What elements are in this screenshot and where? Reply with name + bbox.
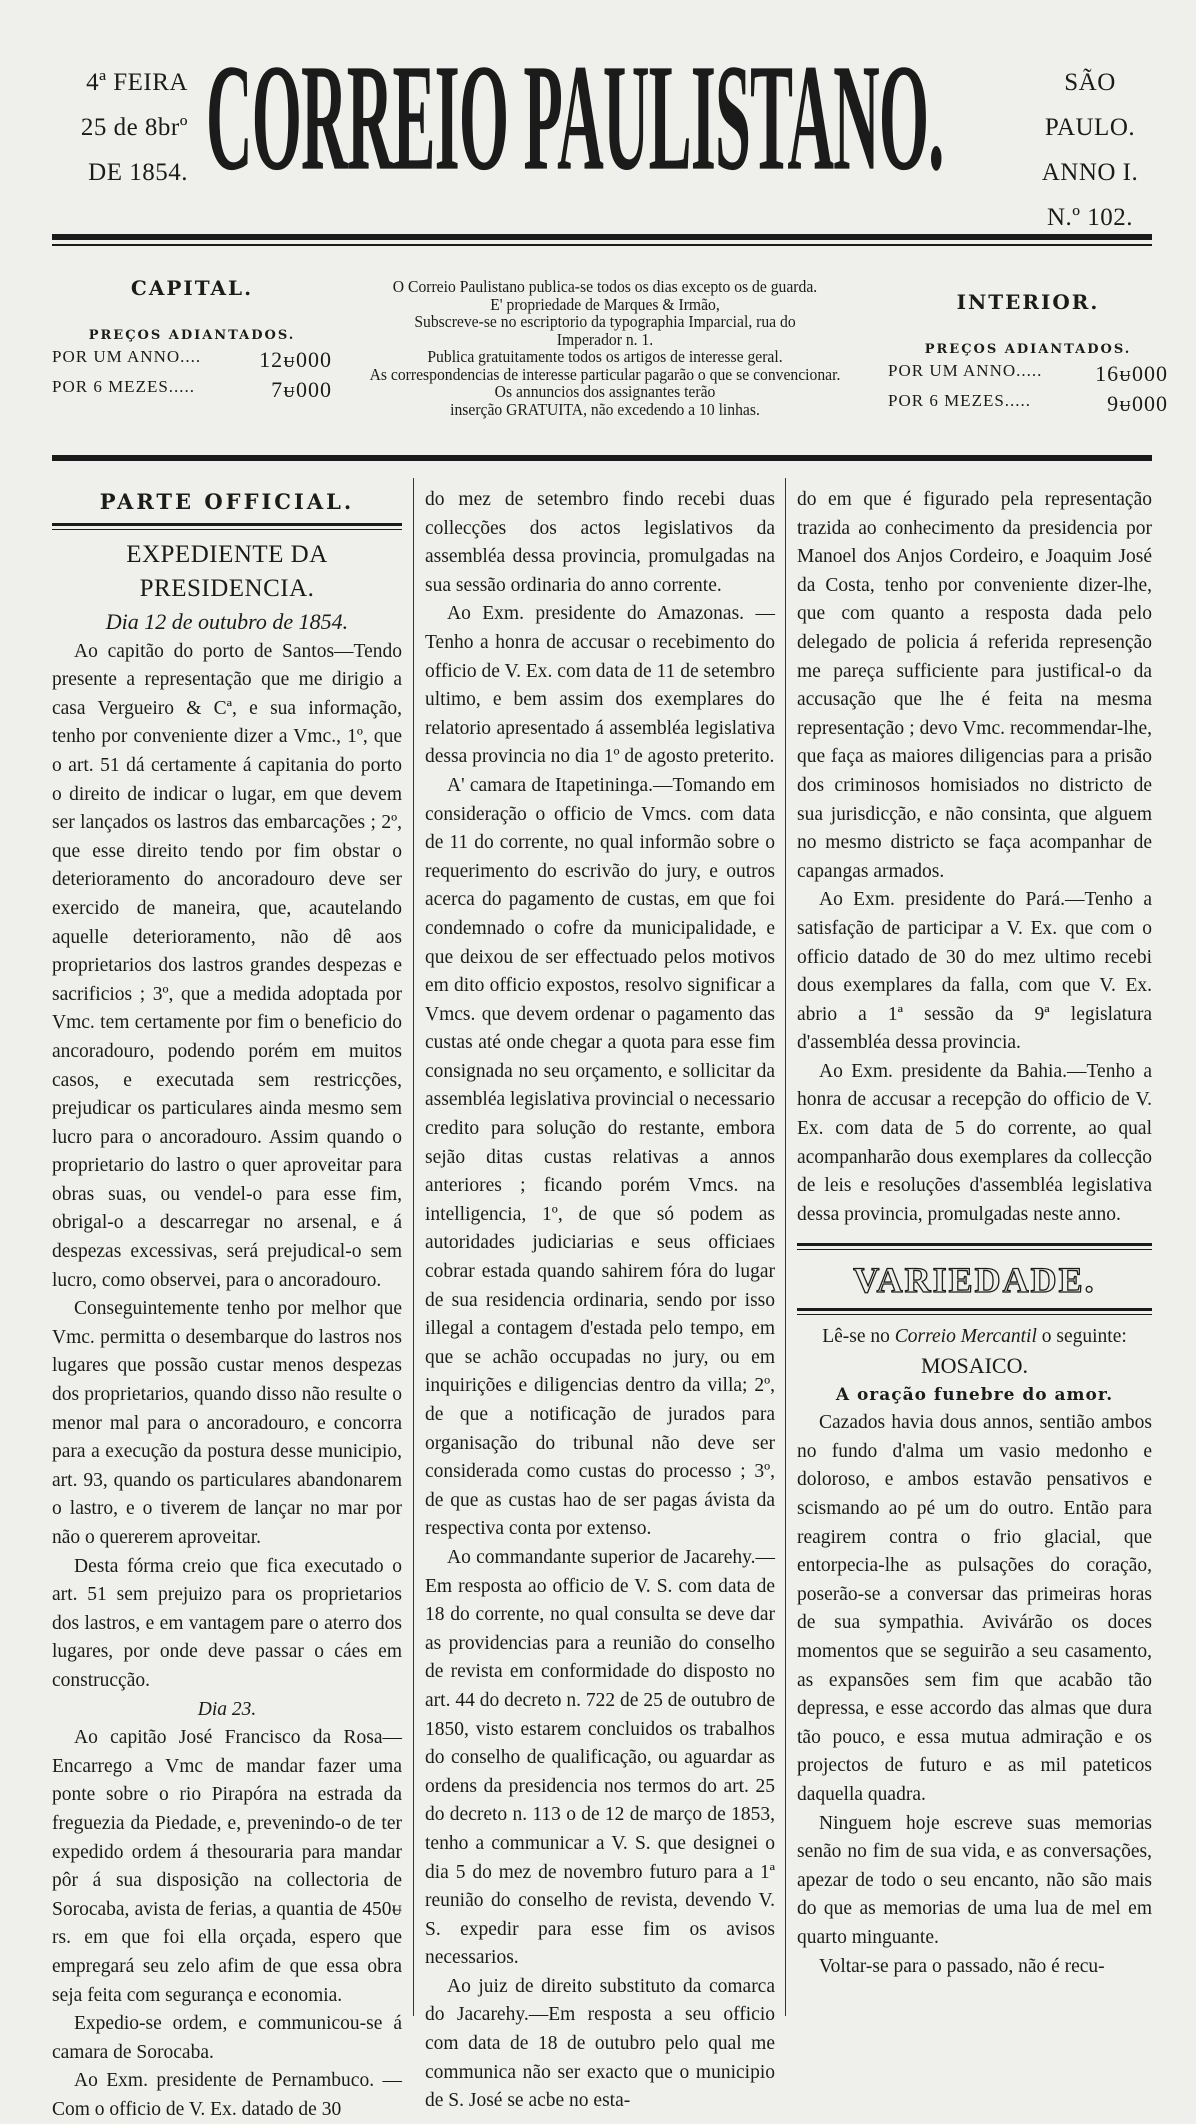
paragraph: Expedio-se ordem, e communicou-se á camara de Sorocaba. (52, 2013, 402, 2063)
masthead-issue-block (1016, 60, 1164, 240)
masthead-city: SÃO PAULO. (1044, 69, 1136, 141)
paragraph: Ao juiz de direito substituto da comarca do Jacarehy.—Em resposta a seu officio com data de 18 de outubro pelo qual me communica não ser exacto que o municipio de S. José se acbe no esta- (425, 1975, 775, 2112)
price-label: POR UM ANNO.... (52, 347, 202, 366)
paragraph: Voltar-se para o passado, não é recu- (819, 1955, 1105, 1977)
paragraph: do mez de setembro findo recebi duas collecções dos actos legislativos da assembléa dessa provincia, promulgadas na sua sessão ordinaria do anno corrente. (425, 489, 775, 596)
paragraph: do em que é figurado pela representação trazida ao conhecimento da presidencia por Manoel dos Anjos Cordeiro, e Joaquim José da Costa, tenho por conveniente dizer-lhe, que com quanto a resposta dada pelo delegado de policia á referida represenção me pareça sufficiente para justifical-o da accusação que lhe é feita na mesma representação ; devo Vmc. recommendar-lhe, que faça as maiores diligencias para a prisão dos criminosos homisiados no districto de sua jurisdicção, e não consinta, que alguem no mesmo districto se faça acompanhar de capangas armados. (797, 489, 1152, 882)
price-capital (52, 276, 332, 403)
newspaper-title: CORREIO PAULISTANO. (206, 32, 944, 203)
column-divider (785, 478, 786, 2016)
column-divider (413, 478, 414, 2016)
notice-line: Os annuncios dos assignantes terão (494, 382, 716, 401)
paragraph: Ao Exm. presidente do Amazonas. —Tenho a honra de accusar o recebimento do officio de V. Ex. com data de 11 de setembro ultimo, e bem assim dos exemplares do relatorio apresentado á assembléa legislativa dessa provincia no dia 1º de agosto preterito. (425, 603, 775, 768)
masthead-weekday: 4ª FEIRA (86, 69, 188, 96)
price-row (52, 377, 332, 403)
masthead-number: N.º 102. (1046, 204, 1134, 231)
price-value: 7ᵾ000 (271, 377, 332, 402)
publication-notice (366, 278, 844, 418)
masthead-date: 25 de 8brº (80, 114, 188, 141)
intro-source: Correio Mercantil (894, 1326, 1037, 1348)
notice-line: inserção GRATUITA, não excedendo a 10 linhas. (450, 399, 760, 419)
notice-line: O Correio Paulistano publica-se todos os dias excepto os de guarda. (392, 277, 818, 296)
section-heading-variedade: VARIEDADE. (853, 1260, 1096, 1301)
price-value: 12ᵾ000 (259, 347, 332, 372)
notice-line: Publica gratuitamente todos os artigos de interesse geral. (427, 347, 783, 366)
paragraph: Ninguem hoje escreve suas memorias senão no fim de sua vida, e as conversações, apezar de todo o seu encanto, não são mais do que as memorias de uma lua de mel em quarto minguante. (797, 1812, 1152, 1948)
masthead-year: DE 1854. (88, 159, 188, 186)
paragraph: Conseguintemente tenho por melhor que Vmc. permitta o desembarque do lastros nos lugares que possão custar menos despezas dos proprietarios, quando disso não resulte o menor mal para o ancoradouro, e concorra para a execução da postura desse municipio, art. 93, quando os particulares abandonarem o lastro, e o tiverem de lançar no mar por não o quererem aproveitar. (52, 1298, 402, 1548)
column-2 (425, 486, 775, 2116)
price-capital-heading: CAPITAL. (130, 276, 254, 300)
paragraph: A' camara de Itapetininga.—Tomando em consideração o officio de Vmcs. com data de 11 do corrente, no qual informão sobre o requerimento do escrivão do jury, e outros acerca do pagamento de custas, em que foi condemnado o cofre da municipalidade, e que deixou de ser effectuado pelos motivos em dito officio expostos, resolvo significar a Vmcs. que devem ordenar o pagamento das custas até onde chegar a quota para esse fim consignada no seu orçamento, e sollicitar da assembléa legislativa provincial o necessario credito para solução do restante, embora sejão ditas custas relativas a annos anteriores ; ficando porém Vmcs. na intelligencia, 1º, de que só podem as autoridades judiciarias e seus officiaes cobrar estada quando sahirem fóra do lugar de sua residencia ordinaria, sendo por isso illegal a contagem d'estada pelo tempo, em que se achão occupadas no jury, ou em inquirições e diligencias dentro da villa; 2º, de que a notificação de jurados para organisação do tribunal não deve ser considerada como custas do processo ; 3º, de que as custas hao de ser pagas ávista da respectiva conta por extenso. (425, 774, 775, 1540)
dateline: Dia 12 de outubro de 1854. (105, 608, 349, 634)
article-heading: MOSAICO. (921, 1353, 1028, 1379)
intro-prefix: Lê-se no (822, 1326, 895, 1348)
price-row (888, 391, 1168, 417)
paragraph: Ao Exm. presidente da Bahia.—Tenho a honra de accusar a recepção do officio de V. Ex. com data de 5 do corrente, ao qual acompanharão dous exemplares da collecção de leis e resoluções d'assembléa legislativa dessa provincia, promulgadas neste anno. (797, 1060, 1152, 1225)
paragraph: Ao capitão do porto de Santos—Tendo presente a representação que me dirigio a casa Vergueiro & Cª, e sua informação, tenho por conveniente dizer a Vmc., 1º, que o art. 51 dá certamente á capitania do porto o direito de indicar o lugar, em que devem ser lançados os lastros das embarcações ; 2º, que esse direito tendo por fim obstar o deterioramento do ancoradouro deve ser exercido de maneira, que, acautelando aquelle deterioramento, não dê aos proprietarios dos lastros grandes despezas e sacrificios ; 3º, que a medida adoptada por Vmc. tem certamente por fim o beneficio do ancoradouro, podendo porém em muitos casos, e executada sem restricções, prejudicar os particulares ainda mesmo sem lucro para o ancoradouro. Assim quando o proprietario do lastro o quer aproveitar para obras suas, ou vendel-o para esse fim, obrigal-o a descarregar no arsenal, e á despezas excessivas, será prejudical-o sem lucro, como observei, para o ancoradouro. (52, 640, 402, 1291)
paragraph: Ao Exm. presidente de Pernambuco. —Com o officio de V. Ex. datado de 30 (52, 2070, 402, 2120)
masthead-rule (52, 234, 1152, 240)
price-interior (888, 290, 1168, 417)
column-3 (797, 486, 1152, 1981)
price-label: POR 6 MEZES..... (52, 377, 196, 396)
paragraph: Ao commandante superior de Jacarehy.—Em resposta ao officio de V. S. com data de 18 do corrente, no qual consulta se deve dar as providencias para a reunião do conselho de revista em conformidade do disposto no art. 44 do decreto n. 722 de 25 de outubro de 1850, visto estarem concluidos os trabalhos do conselho de qualificação, ou aguardar as ordens da presidencia nos termos do art. 25 do decreto n. 113 o de 12 de março de 1853, tenho a communicar a V. S. que designei o dia 5 do mez de novembro futuro para a 1ª reunião do conselho de revista, devendo V. S. expedir para esse fim os avisos necessarios. (425, 1546, 775, 1969)
paragraph: Ao Exm. presidente do Pará.—Tenho a satisfação de participar a V. Ex. que com o officio datado de 30 do mez ultimo recebi dous exemplares da falla, com que V. Ex. abrio a 1ª sessão da 9ª legislatura d'assembléa dessa provincia. (797, 889, 1152, 1054)
column-1 (52, 488, 402, 2124)
section-rule (797, 1308, 1152, 1315)
masthead-rule-thin (52, 244, 1152, 246)
price-capital-subheading: PREÇOS ADIANTADOS. (88, 328, 296, 343)
article-heading: EXPEDIENTE DA PRESIDENCIA. (126, 540, 328, 602)
price-row (52, 347, 332, 373)
section-heading-parte-official: PARTE OFFICIAL. (99, 489, 355, 514)
intro-suffix: o seguinte: (1036, 1326, 1127, 1348)
section-rule (52, 523, 402, 530)
paragraph: Desta fórma creio que fica executado o art. 51 sem prejuizo para os proprietarios dos lastros, e em vantagem pare o aterro dos lugares, por onde deve passar o cáes em construcção. (52, 1555, 402, 1691)
dateline: Dia 23. (197, 1698, 257, 1720)
article-subheading: A oração funebre do amor. (835, 1384, 1114, 1405)
notice-line: Subscreve-se no escriptorio da typographia Imparcial, rua do (414, 312, 796, 331)
price-value: 16ᵾ000 (1095, 361, 1168, 386)
price-label: POR UM ANNO..... (888, 361, 1043, 380)
header-bottom-rule (52, 455, 1152, 461)
notice-line: E' propriedade de Marques & Irmão, (490, 294, 720, 314)
price-value: 9ᵾ000 (1107, 391, 1168, 416)
intro-line (797, 1323, 1152, 1352)
paragraph: Cazados havia dous annos, sentião ambos no fundo d'alma um vasio medonho e doloroso, e ambos estavão pensativos e scismando ao pé um do outro. Então para reagirem contra o frio glacial, que entorpecia-lhe as pulsações do coração, poserão-se a conversar das primeiras horas de sua sympathia. Avivárão os doces momentos que se seguirão a seu casamento, as expansões sem fim que acabão tão depressa, e esse accordo das almas que dura tão pouco, e essa mutua admiração e os projectos de futuro e as mil pateticos daquella quadra. (797, 1412, 1152, 1805)
section-rule (797, 1243, 1152, 1250)
price-interior-heading: INTERIOR. (956, 290, 1100, 314)
price-interior-subheading: PREÇOS ADIANTADOS. (924, 342, 1132, 357)
paragraph: Ao capitão José Francisco da Rosa—Encarrego a Vmc de mandar fazer uma ponte sobre o rio Pirapóra na estrada da freguezia da Piedade, e, prevenindo-o de ter expedido ordem á thesouraria para mandar pôr á sua disposição na collectoria de Sorocaba, avista de ferias, a quantia de 450ᵾ rs. em que foi ella orçada, espero que empregará seu zelo afim de que essa obra seja feita com segurança e economia. (52, 1727, 402, 2006)
price-label: POR 6 MEZES..... (888, 391, 1032, 410)
notice-line: Imperador n. 1. (556, 329, 654, 349)
price-row (888, 361, 1168, 387)
notice-line: As correspondencias de interesse particular pagarão o que se convencionar. (369, 364, 841, 384)
masthead-volume: ANNO I. (1041, 159, 1139, 186)
masthead-date-block (58, 60, 188, 195)
